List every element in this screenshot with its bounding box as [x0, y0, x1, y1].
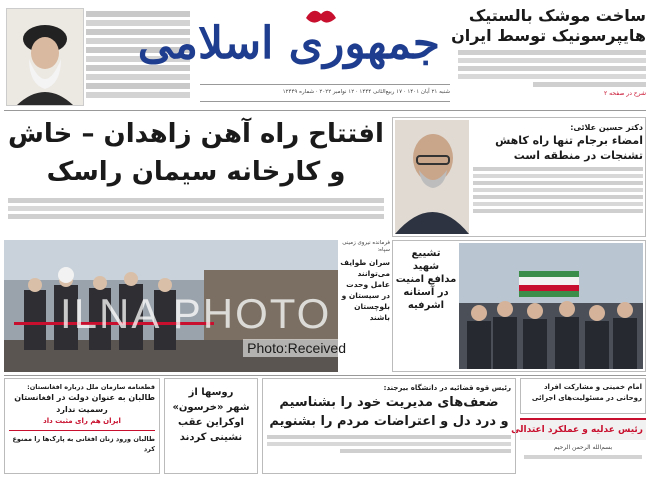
funeral-crowd-icon	[459, 243, 643, 369]
funeral-story: تشییع شهید مدافع امنیت در آستانه اشرفیه	[392, 240, 646, 372]
bottom-col-kherson: روسها از شهر «خرسون» اوکراین عقب نشینی کردند	[164, 378, 258, 474]
top-right-story: ساخت موشک بالستیک هایپرسونیک توسط ایران شرح در صفحه ۲	[451, 6, 646, 97]
portrait-illustration-icon	[7, 9, 83, 105]
alaei-story: دکتر حسین علائی: امضاء برجام تنها راه کاهش تشنجات در منطقه است	[392, 117, 646, 237]
bottom-col-imam: امام خمینی و مشارکت افراد روحانی در مسئولیت‌های اجرائی رئیس عدلیه و عملکرد اعتدالی بسم‌الله الرحمن الرحیم	[520, 378, 646, 474]
man-portrait-icon	[395, 120, 469, 234]
bottom-col-afghanistan: قطعنامه سازمان ملل درباره افغانستان: طالبان به عنوان دولت در افغانستان رسمیت ندارد ایران هم رای مثبت داد طالبان ورود زنان افغانی به پارک‌ها را ممنوع کرد	[4, 378, 160, 474]
masthead-divider	[4, 110, 646, 111]
main-story	[4, 114, 388, 234]
newspaper-title: جمهوری اسلامی	[205, 2, 440, 82]
alaei-portrait	[395, 120, 469, 234]
issue-info-line: شنبه ۲۱ آبان ۱۴۰۱ · ۱۷ ربیع‌الثانی ۱۴۴۴ · ۱۲ نوامبر ۲۰۲۲ · شماره ۱۲۴۴۹	[200, 84, 450, 102]
bottom-col-judiciary: رئیس قوه قضائیه در دانشگاه بیرجند: ضعف‌های مدیریت خود را بشناسیم و درد دل و اعتراضات مردم را بشنویم	[262, 378, 516, 474]
funeral-photo	[459, 243, 643, 369]
middle-divider	[4, 375, 646, 376]
leader-portrait	[6, 8, 84, 106]
main-headline-line1: افتتاح راه آهن زاهدان – خاش	[8, 119, 384, 149]
justice-banner: رئیس عدلیه و عملکرد اعتدالی	[520, 418, 646, 440]
ground-force-story: فرمانده نیروی زمینی سپاه: سران طوایف می‌توانند عامل وحدت در سیستان و بلوچستان باشند	[340, 240, 390, 322]
main-headline-line2: و کارخانه سیمان راسک	[46, 157, 346, 187]
ilna-watermark: ILNA PHOTO Photo:Received	[60, 290, 350, 370]
masthead	[0, 0, 650, 110]
